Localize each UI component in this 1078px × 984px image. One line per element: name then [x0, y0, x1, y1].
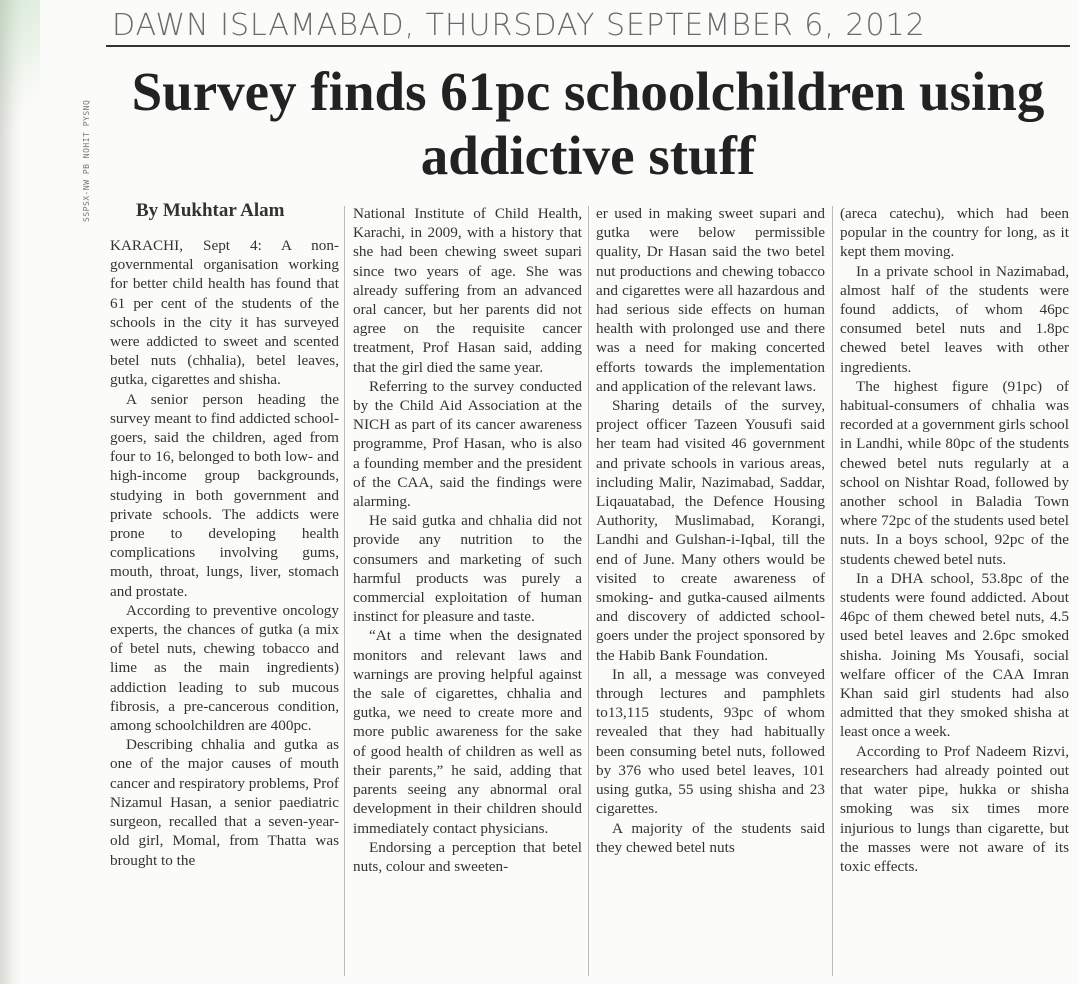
paragraph: The highest figure (91pc) of habitual-consumers of chhalia was recorded at a government girls school in Landhi, while 80pc of the students chewed betel nuts regularly at a school on Nishtar Road, followed by another school in Baladia Town where 72pc of the students used betel nuts. In a boys school, 92pc of the students chewed betel nuts. [840, 377, 1069, 568]
headline: Survey finds 61pc schoolchildren using addictive stuff [131, 61, 1045, 186]
paragraph: He said gutka and chhalia did not provide any nutrition to the consumers and marketing of such harmful products was purely a commercial exploitation of human instinct for pleasure and taste. [353, 512, 582, 626]
paragraph: (areca catechu), which had been popular in the country for long, as it kept them moving. [840, 205, 1069, 261]
article-column-1 [110, 236, 339, 976]
side-slug: SSPSX-NW PB NOHIT PYSNQ [82, 99, 91, 222]
article-column-2 [353, 204, 582, 980]
paragraph: According to preventive oncology experts, the chances of gutka (a mix of betel nuts, chewing tobacco and lime as the main ingredients) addiction leading to sub mucous fibrosis, a pre-cancerous condition, among schoolchildren are 400pc. [110, 601, 339, 735]
paragraph: Sharing details of the survey, project officer Tazeen Yousufi said her team had visited 46 government and private schools in various areas, including Malir, Nazimabad, Saddar, Liqauatabad, the Defence Housing Authority, Muslimabad, Korangi, Landhi and Gulshan-i-Iqbal, till the end of June. Many others would be visited to create awareness of smoking- and gutka-caused ailments and discovery of addicted school-goers under the project sponsored by the Habib Bank Foundation. [596, 397, 825, 664]
paragraph: Describing chhalia and gutka as one of the major causes of mouth cancer and respiratory problems, Prof Nizamul Hasan, a senior paediatric surgeon, recalled that a seven-year-old girl, Momal, from Thatta was brought to the [110, 736, 339, 869]
paragraph: In a DHA school, 53.8pc of the students were found addicted. About 46pc of them chewed betel nuts, 4.5 used betel leaves and 2.6pc smoked shisha. Joining Ms Yousafi, social welfare officer of the CAA Imran Khan said girl students had also admitted that they smoked shisha at least once a week. [840, 569, 1069, 741]
paragraph: In a private school in Nazimabad, almost half of the students were found addicts, of whom 46pc consumed betel nuts and 1.8pc chewed betel leaves with other ingredients. [840, 262, 1069, 376]
article-column-4 [840, 204, 1069, 980]
paragraph: A majority of the students said they chewed betel nuts [596, 819, 825, 856]
masthead: DAWN ISLAMABAD, THURSDAY SEPTEMBER 6, 2012 [112, 8, 926, 43]
paragraph: Referring to the survey conducted by the Child Aid Association at the NICH as part of its cancer awareness programme, Prof Hasan, who is also a founding member and the president of the CAA, said the findings were alarming. [353, 377, 582, 511]
byline: By Mukhtar Alam [136, 200, 285, 221]
paragraph: In all, a message was conveyed through lectures and pamphlets to13,115 students, 93pc of whom revealed that they had habitually been consuming betel nuts, followed by 376 who used betel leaves, 101 using gutka, 55 using shisha and 23 cigarettes. [596, 665, 825, 818]
paragraph: er used in making sweet supari and gutka were below permissible quality, Dr Hasan said the two betel nut productions and chewing tobacco and cigarettes were all hazardous and had serious side effects on human health with prolonged use and there was a need for making concerted efforts towards the implementation and application of the relevant laws. [596, 205, 825, 395]
paragraph: KARACHI, Sept 4: A non-governmental organisation working for better child health has found that 61 per cent of the students of the schools in the city it has surveyed were addicted to sweet and scented betel nuts (chhalia), betel leaves, gutka, cigarettes and shisha. [110, 237, 339, 389]
masthead-rule [106, 45, 1070, 47]
page-edge-tint [0, 0, 40, 160]
column-divider [832, 206, 833, 976]
paragraph: National Institute of Child Health, Karachi, in 2009, with a history that she had been chewing sweet supari since two years of age. She was already suffering from an advanced oral cancer, but her parents did not agree on the requisite cancer treatment, Prof Hasan said, adding that the girl died the same year. [353, 205, 582, 376]
paragraph: Endorsing a perception that betel nuts, colour and sweeten- [353, 838, 582, 875]
paragraph: A senior person heading the survey meant to find addicted school-goers, said the children, aged from four to 16, belonged to both low- and high-income group backgrounds, studying in both government and private schools. The addicts were prone to developing health complications involving gums, mouth, throat, lungs, liver, stomach and prostate. [110, 390, 339, 600]
paragraph: “At a time when the designated monitors and relevant laws and warnings are proving helpful against the sale of cigarettes, chhalia and gutka, we need to create more and more public awareness for the sake of good health of children as well as their parents,” he said, adding that parents seeing any abnormal oral development in their children should immediately contact physicians. [353, 627, 582, 837]
paragraph: According to Prof Nadeem Rizvi, researchers had already pointed out that water pipe, hukka or shisha smoking was six times more injurious to lungs than cigarette, but the masses were not aware of its toxic effects. [840, 742, 1069, 875]
column-divider [588, 206, 589, 976]
article-column-3 [596, 204, 825, 980]
column-divider [344, 206, 345, 976]
